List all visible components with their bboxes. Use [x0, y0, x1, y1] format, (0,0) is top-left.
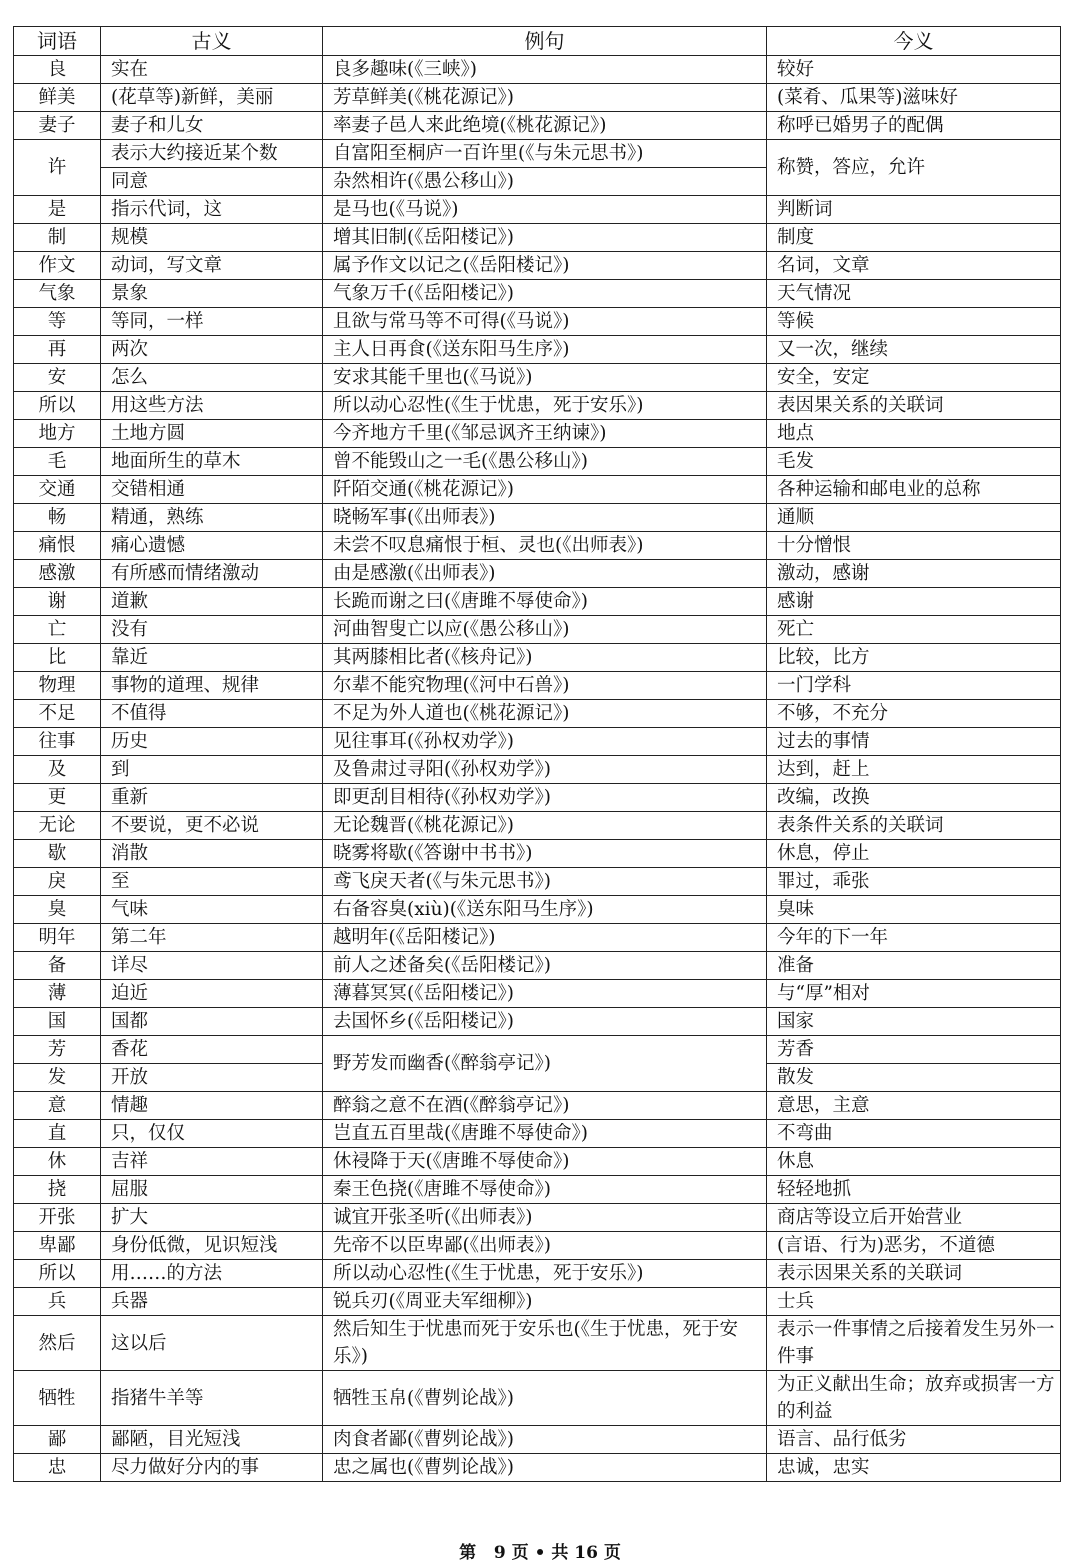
cell-ancient: 痛心遗憾: [101, 532, 323, 560]
cell-example: 未尝不叹息痛恨于桓、灵也(《出师表》): [323, 532, 767, 560]
cell-example: 主人日再食(《送东阳马生序》): [323, 336, 767, 364]
table-row: [14, 840, 1061, 868]
cell-ancient: 扩大: [101, 1204, 323, 1232]
table-row: [14, 448, 1061, 476]
cell-word: 毛: [14, 448, 101, 476]
cell-ancient: 到: [101, 756, 323, 784]
cell-modern: 称呼已婚男子的配偶: [767, 112, 1061, 140]
cell-word: 明年: [14, 924, 101, 952]
cell-example: 良多趣味(《三峡》): [323, 56, 767, 84]
cell-example: 是马也(《马说》): [323, 196, 767, 224]
table-row: [14, 1148, 1061, 1176]
cell-example: 去国怀乡(《岳阳楼记》): [323, 1008, 767, 1036]
cell-word: 比: [14, 644, 101, 672]
cell-word: 及: [14, 756, 101, 784]
cell-word: 鲜美: [14, 84, 101, 112]
cell-ancient: 规模: [101, 224, 323, 252]
table-row: [14, 252, 1061, 280]
cell-ancient: 动词，写文章: [101, 252, 323, 280]
cell-word: 作文: [14, 252, 101, 280]
cell-example: 阡陌交通(《桃花源记》): [323, 476, 767, 504]
cell-ancient: 道歉: [101, 588, 323, 616]
cell-ancient: 景象: [101, 280, 323, 308]
cell-word: 直: [14, 1120, 101, 1148]
cell-example: 野芳发而幽香(《醉翁亭记》): [323, 1036, 767, 1092]
cell-word: 然后: [14, 1316, 101, 1371]
cell-modern: 臭味: [767, 896, 1061, 924]
cell-word: 卑鄙: [14, 1232, 101, 1260]
cell-modern: 名词，文章: [767, 252, 1061, 280]
cell-word: 等: [14, 308, 101, 336]
cell-ancient: 至: [101, 868, 323, 896]
cell-modern: 表因果关系的关联词: [767, 392, 1061, 420]
cell-modern: 不弯曲: [767, 1120, 1061, 1148]
cell-ancient: 身份低微，见识短浅: [101, 1232, 323, 1260]
cell-ancient: (花草等)新鲜，美丽: [101, 84, 323, 112]
cell-modern: 准备: [767, 952, 1061, 980]
cell-example: 醉翁之意不在酒(《醉翁亭记》): [323, 1092, 767, 1120]
cell-modern: (菜肴、瓜果等)滋味好: [767, 84, 1061, 112]
cell-example: 安求其能千里也(《马说》): [323, 364, 767, 392]
table-row: [14, 1316, 1061, 1371]
table-row: [14, 392, 1061, 420]
cell-word: 臭: [14, 896, 101, 924]
cell-word: 所以: [14, 392, 101, 420]
table-row: [14, 280, 1061, 308]
cell-word: 物理: [14, 672, 101, 700]
cell-word: 妻子: [14, 112, 101, 140]
cell-word: 薄: [14, 980, 101, 1008]
cell-example: 今齐地方千里(《邹忌讽齐王纳谏》): [323, 420, 767, 448]
cell-ancient: 同意: [101, 168, 323, 196]
cell-example: 晓畅军事(《出师表》): [323, 504, 767, 532]
cell-ancient: 地面所生的草木: [101, 448, 323, 476]
cell-example: 其两膝相比者(《核舟记》): [323, 644, 767, 672]
cell-modern: 毛发: [767, 448, 1061, 476]
cell-ancient: 历史: [101, 728, 323, 756]
cell-example: 肉食者鄙(《曹刿论战》): [323, 1426, 767, 1454]
header-word: 词语: [14, 27, 101, 56]
cell-ancient: 国都: [101, 1008, 323, 1036]
cell-modern: 散发: [767, 1064, 1061, 1092]
table-row: [14, 672, 1061, 700]
cell-modern: 一门学科: [767, 672, 1061, 700]
cell-ancient: 只，仅仅: [101, 1120, 323, 1148]
table-row: [14, 1371, 1061, 1426]
cell-example: 由是感激(《出师表》): [323, 560, 767, 588]
vocab-table: [13, 26, 1061, 1482]
cell-word: 鄙: [14, 1426, 101, 1454]
table-row: [14, 1232, 1061, 1260]
cell-modern: 比较，比方: [767, 644, 1061, 672]
footer-prefix: 第: [459, 1543, 477, 1563]
cell-modern: 罪过，乖张: [767, 868, 1061, 896]
cell-word: 畅: [14, 504, 101, 532]
cell-modern: 十分憎恨: [767, 532, 1061, 560]
cell-modern: 又一次，继续: [767, 336, 1061, 364]
table-row: [14, 980, 1061, 1008]
cell-example: 薄暮冥冥(《岳阳楼记》): [323, 980, 767, 1008]
cell-word: 更: [14, 784, 101, 812]
cell-ancient: 怎么: [101, 364, 323, 392]
cell-modern: 激动，感谢: [767, 560, 1061, 588]
table-row: [14, 1176, 1061, 1204]
table-row: [14, 700, 1061, 728]
cell-modern: 各种运输和邮电业的总称: [767, 476, 1061, 504]
cell-ancient: 情趣: [101, 1092, 323, 1120]
table-row: [14, 924, 1061, 952]
cell-word: 许: [14, 140, 101, 196]
table-row: [14, 476, 1061, 504]
cell-word: 开张: [14, 1204, 101, 1232]
table-row: [14, 1092, 1061, 1120]
cell-modern: 国家: [767, 1008, 1061, 1036]
cell-word: 芳: [14, 1036, 101, 1064]
cell-ancient: 靠近: [101, 644, 323, 672]
cell-ancient: 不值得: [101, 700, 323, 728]
table-row: [14, 1120, 1061, 1148]
cell-example: 锐兵刃(《周亚夫军细柳》): [323, 1288, 767, 1316]
cell-modern: 较好: [767, 56, 1061, 84]
cell-word: 戾: [14, 868, 101, 896]
table-row: [14, 756, 1061, 784]
table-row: [14, 532, 1061, 560]
cell-example: 越明年(《岳阳楼记》): [323, 924, 767, 952]
cell-modern: 与“厚”相对: [767, 980, 1061, 1008]
cell-word: 制: [14, 224, 101, 252]
cell-example: 诚宜开张圣听(《出师表》): [323, 1204, 767, 1232]
cell-modern: 改编，改换: [767, 784, 1061, 812]
cell-ancient: 重新: [101, 784, 323, 812]
table-row: [14, 308, 1061, 336]
cell-modern: 商店等设立后开始营业: [767, 1204, 1061, 1232]
cell-modern: 忠诚，忠实: [767, 1454, 1061, 1482]
cell-modern: 表条件关系的关联词: [767, 812, 1061, 840]
cell-ancient: 鄙陋，目光短浅: [101, 1426, 323, 1454]
table-row: [14, 140, 1061, 168]
cell-modern: 轻轻地抓: [767, 1176, 1061, 1204]
header-row: [14, 27, 1061, 56]
table-row: [14, 1454, 1061, 1482]
cell-ancient: 实在: [101, 56, 323, 84]
table-row: [14, 336, 1061, 364]
cell-ancient: 不要说，更不必说: [101, 812, 323, 840]
cell-modern: 过去的事情: [767, 728, 1061, 756]
cell-ancient: 事物的道理、规律: [101, 672, 323, 700]
cell-word: 意: [14, 1092, 101, 1120]
cell-example: 自富阳至桐庐一百许里(《与朱元思书》): [323, 140, 767, 168]
cell-ancient: 有所感而情绪激动: [101, 560, 323, 588]
table-row: [14, 560, 1061, 588]
table-row: [14, 728, 1061, 756]
cell-ancient: 表示大约接近某个数: [101, 140, 323, 168]
table-row: [14, 196, 1061, 224]
cell-example: 鸢飞戾天者(《与朱元思书》): [323, 868, 767, 896]
cell-example: 杂然相许(《愚公移山》): [323, 168, 767, 196]
cell-word: 歇: [14, 840, 101, 868]
cell-modern: 今年的下一年: [767, 924, 1061, 952]
cell-example: 无论魏晋(《桃花源记》): [323, 812, 767, 840]
cell-example: 率妻子邑人来此绝境(《桃花源记》): [323, 112, 767, 140]
cell-word: 国: [14, 1008, 101, 1036]
cell-ancient: 用……的方法: [101, 1260, 323, 1288]
footer-middle: 页 • 共: [511, 1543, 569, 1563]
cell-example: 忠之属也(《曹刿论战》): [323, 1454, 767, 1482]
cell-modern: 通顺: [767, 504, 1061, 532]
cell-word: 感激: [14, 560, 101, 588]
table-row: [14, 1036, 1061, 1064]
cell-ancient: 指猪牛羊等: [101, 1371, 323, 1426]
cell-ancient: 气味: [101, 896, 323, 924]
cell-example: 长跪而谢之曰(《唐雎不辱使命》): [323, 588, 767, 616]
cell-ancient: 土地方圆: [101, 420, 323, 448]
table-row: [14, 1008, 1061, 1036]
cell-example: 属予作文以记之(《岳阳楼记》): [323, 252, 767, 280]
cell-modern: 芳香: [767, 1036, 1061, 1064]
table-row: [14, 1204, 1061, 1232]
table-row: [14, 1288, 1061, 1316]
cell-modern: 意思，主意: [767, 1092, 1061, 1120]
cell-ancient: 用这些方法: [101, 392, 323, 420]
cell-example: 即更刮目相待(《孙权劝学》): [323, 784, 767, 812]
table-row: [14, 364, 1061, 392]
table-row: [14, 1426, 1061, 1454]
table-row: [14, 84, 1061, 112]
cell-word: 挠: [14, 1176, 101, 1204]
table-body: [14, 56, 1061, 1482]
cell-word: 休: [14, 1148, 101, 1176]
cell-example: 休祲降于天(《唐雎不辱使命》): [323, 1148, 767, 1176]
cell-example: 且欲与常马等不可得(《马说》): [323, 308, 767, 336]
cell-modern: 为正义献出生命；放弃或损害一方的利益: [767, 1371, 1061, 1426]
cell-modern: 等候: [767, 308, 1061, 336]
cell-word: 牺牲: [14, 1371, 101, 1426]
cell-word: 谢: [14, 588, 101, 616]
cell-modern: 判断词: [767, 196, 1061, 224]
table-row: [14, 952, 1061, 980]
header-ancient: 古义: [101, 27, 323, 56]
cell-example: 尔辈不能究物理(《河中石兽》): [323, 672, 767, 700]
cell-word: 交通: [14, 476, 101, 504]
cell-modern: 表示一件事情之后接着发生另外一件事: [767, 1316, 1061, 1371]
cell-word: 无论: [14, 812, 101, 840]
table-row: [14, 896, 1061, 924]
footer-suffix: 页: [603, 1543, 621, 1563]
cell-ancient: 香花: [101, 1036, 323, 1064]
table-row: [14, 504, 1061, 532]
table-row: [14, 812, 1061, 840]
table-row: [14, 1260, 1061, 1288]
cell-ancient: 吉祥: [101, 1148, 323, 1176]
cell-example: 河曲智叟亡以应(《愚公移山》): [323, 616, 767, 644]
cell-modern: (言语、行为)恶劣，不道德: [767, 1232, 1061, 1260]
cell-ancient: 屈服: [101, 1176, 323, 1204]
cell-word: 痛恨: [14, 532, 101, 560]
cell-example: 晓雾将歇(《答谢中书书》): [323, 840, 767, 868]
cell-ancient: 尽力做好分内的事: [101, 1454, 323, 1482]
cell-modern: 士兵: [767, 1288, 1061, 1316]
cell-word: 气象: [14, 280, 101, 308]
cell-example: 气象万千(《岳阳楼记》): [323, 280, 767, 308]
cell-example: 牺牲玉帛(《曹刿论战》): [323, 1371, 767, 1426]
cell-word: 所以: [14, 1260, 101, 1288]
table-row: [14, 224, 1061, 252]
cell-ancient: 开放: [101, 1064, 323, 1092]
table-row: [14, 588, 1061, 616]
cell-modern: 不够，不充分: [767, 700, 1061, 728]
cell-example: 然后知生于忧患而死于安乐也(《生于忧患，死于安乐》): [323, 1316, 767, 1371]
cell-ancient: 兵器: [101, 1288, 323, 1316]
cell-modern: 表示因果关系的关联词: [767, 1260, 1061, 1288]
cell-word: 良: [14, 56, 101, 84]
table-row: [14, 112, 1061, 140]
cell-ancient: 等同，一样: [101, 308, 323, 336]
cell-ancient: 没有: [101, 616, 323, 644]
page-footer: [0, 1538, 1080, 1563]
table-row: [14, 420, 1061, 448]
cell-ancient: 妻子和儿女: [101, 112, 323, 140]
cell-example: 岂直五百里哉(《唐雎不辱使命》): [323, 1120, 767, 1148]
cell-ancient: 第二年: [101, 924, 323, 952]
cell-word: 忠: [14, 1454, 101, 1482]
cell-example: 及鲁肃过寻阳(《孙权劝学》): [323, 756, 767, 784]
cell-modern: 天气情况: [767, 280, 1061, 308]
cell-example: 所以动心忍性(《生于忧患，死于安乐》): [323, 1260, 767, 1288]
cell-word: 兵: [14, 1288, 101, 1316]
cell-example: 见往事耳(《孙权劝学》): [323, 728, 767, 756]
cell-modern: 休息: [767, 1148, 1061, 1176]
footer-page-number: 9: [493, 1543, 506, 1563]
cell-modern: 休息，停止: [767, 840, 1061, 868]
table-row: [14, 644, 1061, 672]
cell-example: 不足为外人道也(《桃花源记》): [323, 700, 767, 728]
cell-modern: 死亡: [767, 616, 1061, 644]
cell-word: 不足: [14, 700, 101, 728]
footer-total-pages: 16: [574, 1543, 598, 1563]
cell-word: 往事: [14, 728, 101, 756]
cell-word: 再: [14, 336, 101, 364]
cell-ancient: 详尽: [101, 952, 323, 980]
cell-ancient: 迫近: [101, 980, 323, 1008]
header-modern: 今义: [767, 27, 1061, 56]
cell-example: 所以动心忍性(《生于忧患，死于安乐》): [323, 392, 767, 420]
cell-word: 安: [14, 364, 101, 392]
cell-modern: 感谢: [767, 588, 1061, 616]
cell-modern: 语言、品行低劣: [767, 1426, 1061, 1454]
cell-word: 是: [14, 196, 101, 224]
cell-example: 右备容臭(xiù)(《送东阳马生序》): [323, 896, 767, 924]
cell-example: 秦王色挠(《唐雎不辱使命》): [323, 1176, 767, 1204]
table-row: [14, 616, 1061, 644]
cell-ancient: 这以后: [101, 1316, 323, 1371]
cell-word: 地方: [14, 420, 101, 448]
cell-example: 增其旧制(《岳阳楼记》): [323, 224, 767, 252]
cell-modern: 安全，安定: [767, 364, 1061, 392]
table-row: [14, 868, 1061, 896]
table-row: [14, 784, 1061, 812]
cell-ancient: 消散: [101, 840, 323, 868]
cell-ancient: 精通，熟练: [101, 504, 323, 532]
cell-modern: 称赞，答应，允许: [767, 140, 1061, 196]
cell-ancient: 指示代词，这: [101, 196, 323, 224]
cell-modern: 达到，赶上: [767, 756, 1061, 784]
cell-ancient: 两次: [101, 336, 323, 364]
table-row: [14, 56, 1061, 84]
cell-modern: 制度: [767, 224, 1061, 252]
cell-word: 发: [14, 1064, 101, 1092]
header-example: 例句: [323, 27, 767, 56]
cell-example: 先帝不以臣卑鄙(《出师表》): [323, 1232, 767, 1260]
cell-word: 亡: [14, 616, 101, 644]
cell-example: 前人之述备矣(《岳阳楼记》): [323, 952, 767, 980]
cell-example: 芳草鲜美(《桃花源记》): [323, 84, 767, 112]
cell-ancient: 交错相通: [101, 476, 323, 504]
cell-modern: 地点: [767, 420, 1061, 448]
cell-word: 备: [14, 952, 101, 980]
cell-example: 曾不能毁山之一毛(《愚公移山》): [323, 448, 767, 476]
